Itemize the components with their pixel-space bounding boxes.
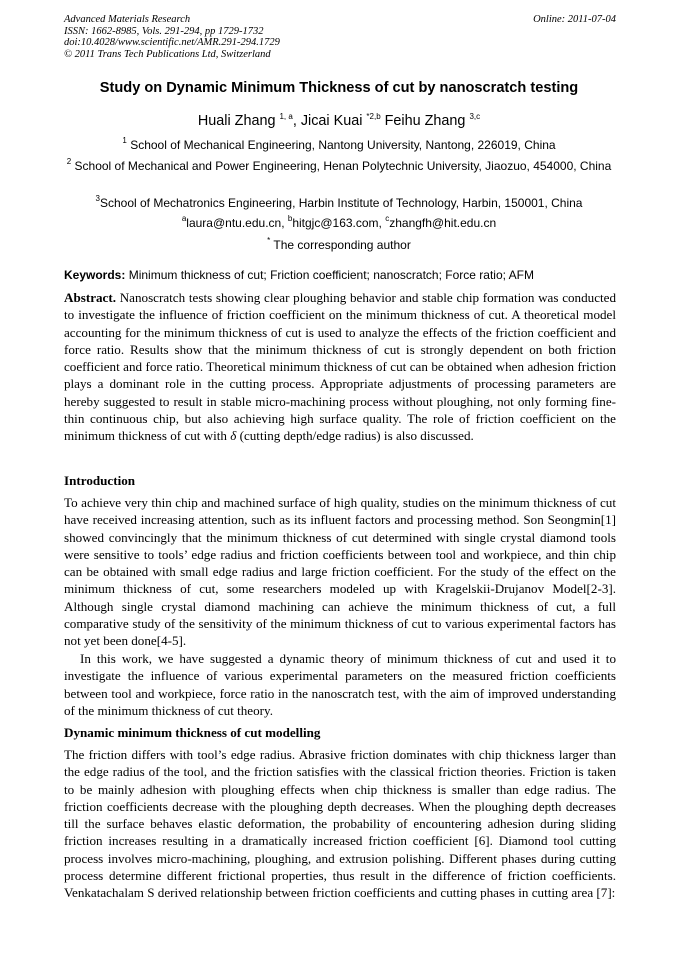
email-address[interactable]: laura@ntu.edu.cn, <box>186 216 288 230</box>
email-address[interactable]: hitgjc@163.com, <box>292 216 386 230</box>
abstract-label: Abstract. <box>64 290 116 305</box>
keywords-label: Keywords: <box>64 268 126 282</box>
affiliation <box>60 158 618 175</box>
paper-title: Study on Dynamic Minimum Thickness of cut by nanoscratch testing <box>99 80 579 96</box>
affiliation-text: School of Mechanical Engineering, Nantong University, Nantong, 226019, China <box>130 138 556 152</box>
corresponding-mark: * <box>267 236 271 245</box>
email-mark: a <box>181 214 187 223</box>
author-name: Jicai Kuai <box>300 113 363 129</box>
author-name: Feihu Zhang <box>384 113 466 129</box>
affiliation-mark: 1 <box>122 136 127 145</box>
section-heading-modelling: Dynamic minimum thickness of cut modelling <box>64 725 321 740</box>
author-affiliation-mark: *2,b <box>366 112 381 121</box>
email-address[interactable]: zhangfh@hit.edu.cn <box>389 216 497 230</box>
affiliation-text: School of Mechanical and Power Engineering, Henan Polytechnic University, Jiaozuo, 454000, China <box>74 159 612 173</box>
abstract <box>64 289 616 445</box>
author-separator: , <box>292 113 301 129</box>
affiliation <box>60 137 618 154</box>
section-heading-introduction: Introduction <box>64 473 136 488</box>
corresponding-author-note <box>40 238 638 252</box>
issn-line: ISSN: 1662-8985, Vols. 291-294, pp 1729-1732 <box>64 25 264 37</box>
email-mark: b <box>287 214 293 223</box>
modelling-paragraph-1: The friction differs with tool’s edge radius. Abrasive friction dominates with chip thickness larger than the edge radius of the tool, and the friction satisfies with the classical friction theories. Friction is taken to be mainly adhesion with ploughing effects when chip thickness is smaller than edge radius. The friction coefficients decrease with the ploughing depth decreases. When the ploughing depth decreases till the surface behaves elastic deformation, the probability of encountering adhesion during sliding friction increases resulting in a dramatically increased friction coefficient [6]. Diamond tool cutting process involves micro-machining, ploughing, and extrusion polishing. Different phases during cutting process determine different frictional properties, thus result in the difference of friction coefficients. Venkatachalam S derived relationship between friction coefficients and cutting phases in cutting area [7]: <box>64 747 616 901</box>
email-list <box>40 216 638 230</box>
introduction-paragraph-1: To achieve very thin chip and machined surface of high quality, studies on the minimum thickness of cut have received increasing attention, such as its influent factors and processing method. Son Seongmin[1] showed convincingly that the minimum thickness of cut determined with single crystal diamond tools were sensitive to tools’ edge radius and friction coefficients between tool and workpiece, and thin chip can be obtained with small edge radius and large friction coefficient. For the study of the effect on the minimum thickness of cut, some researchers modeled up with Kragelskii-Drujanov Model[2-3]. Although single crystal diamond machining can achieve the minimum thickness of cut, a full comparative study of the sensitivity of the minimum thickness of cut to various experimental factors has not yet been done[4-5]. <box>64 495 616 649</box>
author-name: Huali Zhang <box>197 113 276 129</box>
affiliation <box>60 195 618 212</box>
journal-name: Advanced Materials Research <box>64 14 191 25</box>
affiliation-text: School of Mechatronics Engineering, Harbin Institute of Technology, Harbin, 150001, China <box>99 196 583 210</box>
doi-line: doi:10.4028/www.scientific.net/AMR.291-294.1729 <box>64 37 280 49</box>
journal-header <box>64 14 616 60</box>
delta-symbol: δ <box>230 428 237 444</box>
affiliation-mark: 2 <box>66 157 72 166</box>
corresponding-text: The corresponding author <box>270 238 411 252</box>
online-date: Online: 2011-07-04 <box>533 14 616 25</box>
keywords-text: Minimum thickness of cut; Friction coefficient; nanoscratch; Force ratio; AFM <box>125 268 534 282</box>
author-list <box>40 113 638 129</box>
author-affiliation-mark: 1, a <box>279 112 293 121</box>
copyright-line: © 2011 Trans Tech Publications Ltd, Switzerland <box>64 48 271 60</box>
author-affiliation-mark: 3,c <box>469 112 481 121</box>
email-mark: c <box>385 214 390 223</box>
keywords <box>64 268 616 282</box>
introduction-paragraph-2: In this work, we have suggested a dynamic theory of minimum thickness of cut and used it to investigate the influence of various experimental parameters on the measured friction coefficients between tool and workpiece, force ratio in the nanoscratch test, with the aim of improved understanding of the minimum thickness of cut theory. <box>64 651 616 718</box>
abstract-text-end: (cutting depth/edge radius) is also discussed. <box>236 428 474 444</box>
abstract-text: Nanoscratch tests showing clear ploughing behavior and stable chip formation was conducted to investigate the influence of friction coefficient on the minimum thickness of cut. A theoretical model accounting for the minimum thickness of cut is used to analyze the effects of the friction coefficient and force ratio. Results show that the minimum thickness of cut is strongly dependent on both friction coefficient and force ratio. Theoretical minimum thickness of cut can be obtained when adhesion friction plays a dominant role in the cutting process. Appropriate adjustments of processing parameters are hereby suggested to result in stable micro-machining process without ploughing, not only forming fine-thin continuous chip, but also achieving high surface quality. The role of friction coefficient on the minimum thickness of cut with <box>64 290 616 444</box>
affiliation-mark: 3 <box>95 194 100 203</box>
